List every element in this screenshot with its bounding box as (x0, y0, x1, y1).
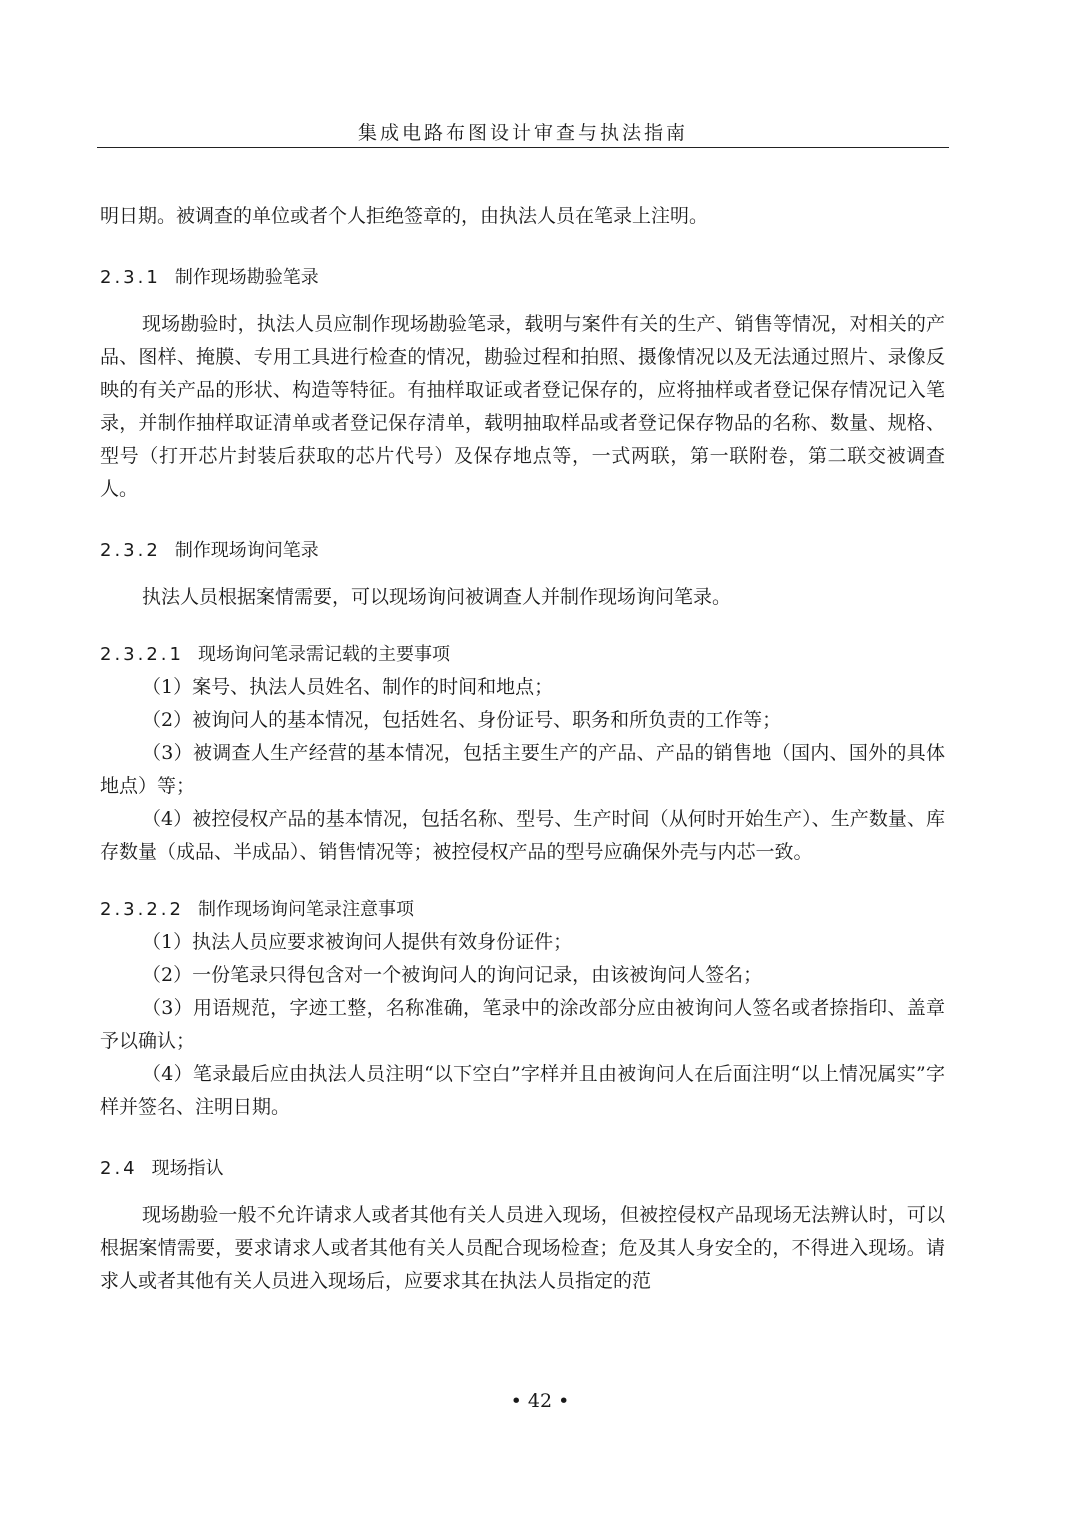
heading-number: 2.3.2.1 (100, 644, 184, 665)
paragraph-2-3-2: 执法人员根据案情需要，可以现场询问被调查人并制作现场询问笔录。 (142, 586, 732, 608)
list-item: （4）笔录最后应由执法人员注明“以下空白”字样并且由被询问人在后面注明“以上情况属实”字样并签名、注明日期。 (100, 1063, 945, 1118)
heading-2-3-2 (100, 534, 945, 567)
paragraph-2-4: 现场勘验一般不允许请求人或者其他有关人员进入现场，但被控侵权产品现场无法辨认时，可以根据案情需要，要求请求人或者其他有关人员配合现场检查；危及其人身安全的，不得进入现场。请求人或者其他有关人员进入现场后，应要求其在执法人员指定的范 (100, 1204, 945, 1292)
heading-title: 制作现场询问笔录 (174, 540, 319, 561)
heading-number: 2.4 (100, 1158, 138, 1179)
header-rule (97, 147, 949, 148)
list-item: （4）被控侵权产品的基本情况，包括名称、型号、生产时间（从何时开始生产）、生产数量、库存数量（成品、半成品）、销售情况等；被控侵权产品的型号应确保外壳与内芯一致。 (100, 808, 945, 863)
heading-2-3-1 (100, 261, 945, 294)
page-number: • 42 • (510, 1390, 570, 1412)
list-item: （3）用语规范，字迹工整，名称准确，笔录中的涂改部分应由被询问人签名或者捺指印、盖章予以确认； (100, 997, 945, 1052)
running-header: 集成电路布图设计审查与执法指南 (357, 122, 688, 144)
heading-2-3-2-2 (100, 893, 945, 926)
list-item: （2）被询问人的基本情况，包括姓名、身份证号、职务和所负责的工作等； (142, 709, 782, 731)
heading-number: 2.3.1 (100, 267, 161, 288)
list-item: （3）被调查人生产经营的基本情况，包括主要生产的产品、产品的销售地（国内、国外的具体地点）等； (100, 742, 945, 797)
heading-title: 制作现场勘验笔录 (174, 267, 319, 288)
list-item: （2）一份笔录只得包含对一个被询问人的询问记录，由该被询问人签名； (142, 964, 763, 986)
page-body (100, 200, 945, 1298)
list-item: （1）案号、执法人员姓名、制作的时间和地点； (142, 676, 554, 698)
heading-2-4 (100, 1152, 945, 1185)
heading-title: 现场询问笔录需记载的主要事项 (197, 644, 450, 665)
heading-number: 2.3.2.2 (100, 899, 184, 920)
intro-paragraph: 明日期。被调查的单位或者个人拒绝签章的，由执法人员在笔录上注明。 (100, 205, 709, 227)
heading-title: 制作现场询问笔录注意事项 (197, 899, 414, 920)
heading-number: 2.3.2 (100, 540, 161, 561)
list-item: （1）执法人员应要求被询问人提供有效身份证件； (142, 931, 573, 953)
paragraph-2-3-1: 现场勘验时，执法人员应制作现场勘验笔录，载明与案件有关的生产、销售等情况，对相关的产品、图样、掩膜、专用工具进行检查的情况，勘验过程和拍照、摄像情况以及无法通过照片、录像反映的有关产品的形状、构造等特征。有抽样取证或者登记保存的，应将抽样或者登记保存情况记入笔录，并制作抽样取证清单或者登记保存清单，载明抽取样品或者登记保存物品的名称、数量、规格、型号（打开芯片封装后获取的芯片代号）及保存地点等，一式两联，第一联附卷，第二联交被调查人。 (100, 313, 945, 500)
heading-2-3-2-1 (100, 638, 945, 671)
heading-title: 现场指认 (151, 1158, 224, 1179)
